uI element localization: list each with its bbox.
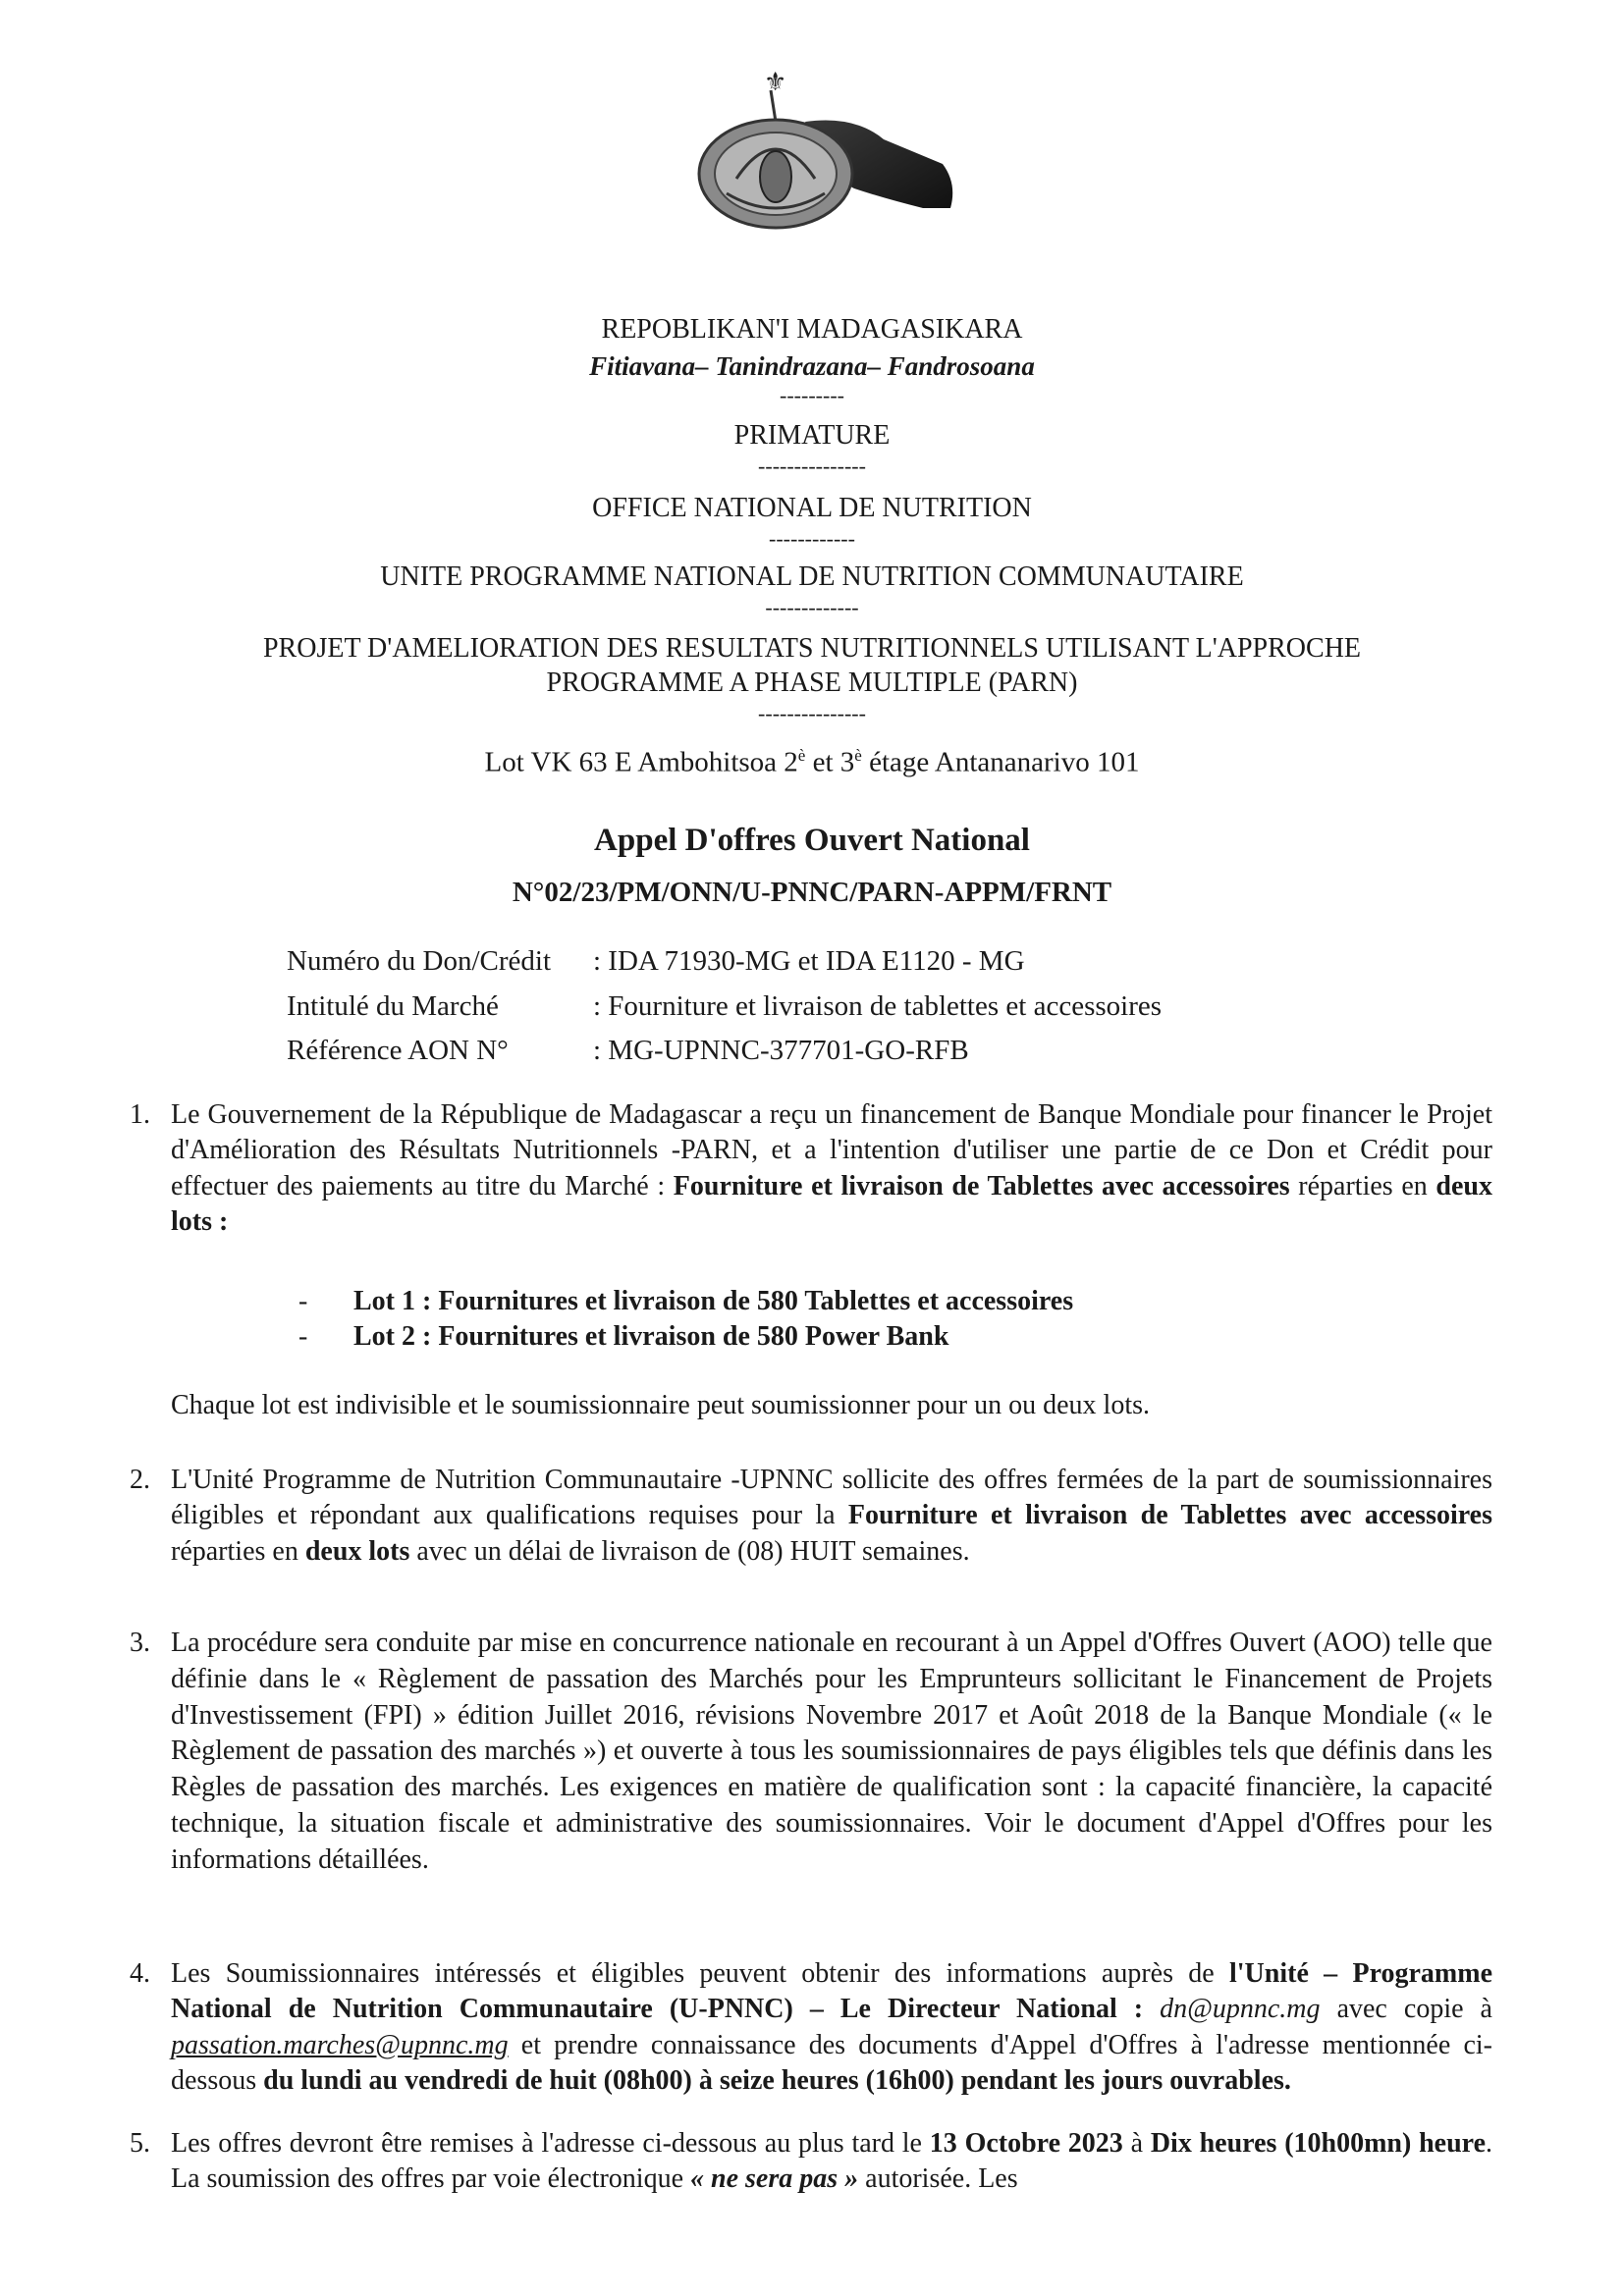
national-emblem-seal bbox=[687, 61, 982, 257]
paragraph-number: 5. bbox=[130, 2128, 150, 2159]
meta-aon-reference: Référence AON N° : MG-UPNNC-377701-GO-RFB bbox=[287, 1035, 969, 1066]
meta-credit-number: Numéro du Don/Crédit : IDA 71930-MG et IDA E1120 - MG bbox=[287, 945, 1025, 977]
separator: --------------- bbox=[758, 454, 866, 478]
reference-number: N°02/23/PM/ONN/U-PNNC/PARN-APPM/FRNT bbox=[512, 877, 1112, 908]
separator: --------- bbox=[780, 383, 844, 407]
paragraph-3: La procédure sera conduite par mise en concurrence nationale en recourant à un Appel d'Offres Ouvert (AOO) telle que définie dans le « Règlement de passation des Marchés pour les Emprunteurs sollicitant le Financement de Projets d'Investissement (FPI) » édition Juillet 2016, révisions Novembre 2017 et Août 2018 de la Banque Mondiale (« le Règlement de passation des marchés ») et ouverte à tous les soumissionnaires de pays éligibles tels que définis dans les Règles de passation des marchés. Les exigences en matière de qualification sont : la capacité financière, la capacité technique, la situation fiscale et administrative des soumissionnaires. Voir le document d'Appel d'Offres pour les informations détaillées. bbox=[171, 1628, 1492, 1875]
unit-name: UNITE PROGRAMME NATIONAL DE NUTRITION COMMUNAUTAIRE bbox=[380, 561, 1244, 592]
paragraph-number: 4. bbox=[130, 1958, 150, 1989]
meta-market-title: Intitulé du Marché : Fourniture et livraison de tablettes et accessoires bbox=[287, 990, 1163, 1022]
paragraph-1: Le Gouvernement de la République de Madagascar a reçu un financement de Banque Mondiale pour financer le Projet d'Amélioration des Résultats Nutritionnels -PARN, et a l'intention d'utiliser une partie de ce Don et Crédit pour effectuer des paiements au titre du Marché : Fourniture et livraison de Tablettes avec accessoires réparties en deux lots : bbox=[171, 1099, 1492, 1238]
office-name: OFFICE NATIONAL DE NUTRITION bbox=[592, 493, 1032, 523]
country-name: REPOBLIKAN'I MADAGASIKARA bbox=[601, 314, 1023, 345]
paragraph-number: 2. bbox=[130, 1465, 150, 1495]
project-name-line2: PROGRAMME A PHASE MULTIPLE (PARN) bbox=[546, 667, 1078, 698]
paragraph-number: 3. bbox=[130, 1628, 150, 1658]
paragraph-number: 1. bbox=[130, 1099, 150, 1130]
ministry-name: PRIMATURE bbox=[733, 420, 891, 451]
project-name-line1: PROJET D'AMELIORATION DES RESULTATS NUTRITIONNELS UTILISANT L'APPROCHE bbox=[262, 633, 1362, 664]
office-address: Lot VK 63 E Ambohitsoa $2^è$ et $3^è$ étage Antananarivo 101 bbox=[484, 746, 1140, 778]
separator: ------------- bbox=[765, 595, 859, 619]
paragraph-5: Les offres devront être remises à l'adresse ci-dessous au plus tard le 13 Octobre 2023 à Dix heures (10h00mn) heure. La soumission des offres par voie électronique « ne sera pas » autorisée. Les bbox=[171, 2128, 1493, 2195]
paragraph-4: Les Soumissionnaires intéressés et éligibles peuvent obtenir des informations auprès de l'Unité – Programme National de Nutrition Communautaire (U-PNNC) – Le Directeur National : dn@upnnc.mg avec copie à passation.marches@upnnc.mg et prendre connaissance des documents d'Appel d'Offres à l'adresse mentionnée ci-dessous du lundi au vendredi de huit (08h00) à seize heures (16h00) pendant les jours ouvrables. bbox=[171, 1958, 1492, 2097]
document-title: Appel D'offres Ouvert National bbox=[594, 823, 1030, 858]
document-page: ⚜ REPOBLIKAN'I MADAGASIKARA Fitiavana– Tanindrazana– Fandrosoana --------- PRIMATURE --------------- OFFICE NATIONAL DE NUTRITION ------------ UNITE PROGRAMME NATIONAL DE NUTRITION COMMUNAUTAIRE ------------- PROJET D'AMELIORATION DES RESULTATS NUTRITIONNELS UTILISANT L'APPROCHE PROGRAMME A PHASE MULTIPLE (PARN) --------------- Lot VK 63 E Ambohitsoa $2^è$ et $3^è$ étage Antananarivo 101 Appel D'offres Ouvert National N°02/23/PM/ONN/U-PNNC/PARN-APPM/FRNT Numéro du Don/Crédit : IDA 71930-MG et IDA E1120 - MG Intitulé du Marché : Fourniture et livraison de tablettes et accessoires Référence AON N° : MG-UPNNC-377701-GO-RFB 1. Le Gouvernement de la République de Madagascar a reçu un financement de Banque Mondiale pour financer le Projet d'Amélioration des Résultats Nutritionnels -PARN, et a l'intention d'utiliser une partie de ce Don et Crédit pour effectuer des paiements au titre du Marché : Fourniture et livraison de Tablettes avec accessoires réparties en deux lots : - Lot 1 : Fournitures et livraison de 580 Tablettes et accessoires - Lot 2 : Fournitures et livraison de 580 Power Bank Chaque lot est indivisible et le soumissionnaire peut soumissionner pour un ou deux lots. 2. L'Unité Programme de Nutrition Communautaire -UPNNC sollicite des offres fermées de la part de soumissionnaires éligibles et répondant aux qualifications requises pour la Fourniture et livraison de Tablettes avec accessoires réparties en deux lots avec un délai de livraison de (08) HUIT semaines. 3. La procédure sera conduite par mise en concurrence nationale en recourant à un Appel d'Offres Ouvert (AOO) telle que définie dans le « Règlement de passation des Marchés pour les Emprunteurs sollicitant le Financement de Projets d'Investissement (FPI) » édition Juillet 2016, révisions Novembre 2017 et Août 2018 de la Banque Mondiale (« le Règlement de passation des marchés ») et ouverte à tous les soumissionnaires de pays éligibles tels que définis dans les Règles de passation des marchés. Les exigences en matière de qualification sont : la capacité financière, la capacité technique, la situation fiscale et administrative des soumissionnaires. Voir le document d'Appel d'Offres pour les informations détaillées. 4. Les Soumissionnaires intéressés et éligibles peuvent obtenir des informations auprès de l'Unité – Programme National de Nutrition Communautaire (U-PNNC) – Le Directeur National : dn@upnnc.mg avec copie à passation.marches@upnnc.mg et prendre connaissance des documents d'Appel d'Offres à l'adresse mentionnée ci-dessous du lundi au vendredi de huit (08h00) à seize heures (16h00) pendant les jours ouvrables. 5. Les offres devront être remises à l'adresse ci-dessous au plus tard le 13 Octobre 2023 à Dix heures (10h00mn) heure. La soumission des offres par voie électronique « ne sera pas » autorisée. Les bbox=[0, 0, 1624, 2296]
national-motto: Fitiavana– Tanindrazana– Fandrosoana bbox=[589, 351, 1035, 381]
svg-text:⚜: ⚜ bbox=[764, 68, 787, 97]
paragraph-2: L'Unité Programme de Nutrition Communautaire -UPNNC sollicite des offres fermées de la part de soumissionnaires éligibles et répondant aux qualifications requises pour la Fourniture et livraison de Tablettes avec accessoires réparties en deux lots avec un délai de livraison de (08) HUIT semaines. bbox=[171, 1465, 1492, 1567]
email-link[interactable]: passation.marches@upnnc.mg bbox=[171, 2029, 509, 2060]
lots-note: Chaque lot est indivisible et le soumissionnaire peut soumissionner pour un ou deux lots. bbox=[171, 1390, 1151, 1420]
separator: --------------- bbox=[758, 701, 866, 725]
separator: ------------ bbox=[769, 526, 855, 551]
